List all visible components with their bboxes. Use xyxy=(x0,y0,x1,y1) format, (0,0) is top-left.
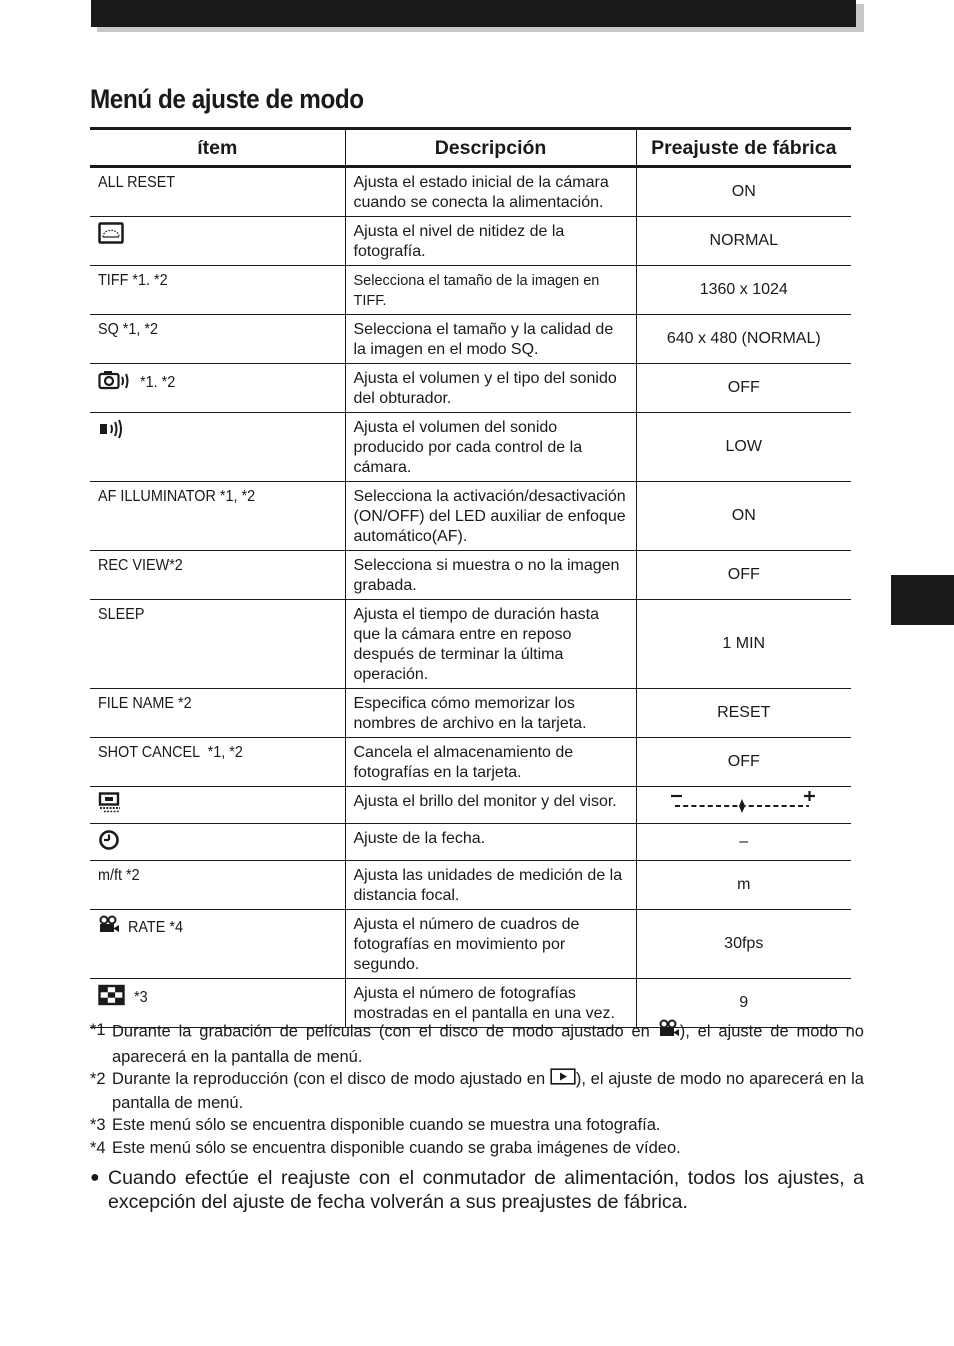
default-cell: – xyxy=(636,824,851,861)
description-cell: Ajusta el estado inicial de la cámara cuando se conecta la alimentación. xyxy=(345,167,636,217)
default-cell: OFF xyxy=(636,738,851,787)
default-cell: LOW xyxy=(636,413,851,482)
footnote-mark: *2 xyxy=(90,1070,106,1088)
table-header xyxy=(90,129,851,167)
header-bar xyxy=(91,0,856,27)
item-label: TIFF *1. *2 xyxy=(98,272,168,289)
footnote-text xyxy=(112,1114,864,1137)
description-cell: Ajusta el tiempo de duración hasta que la cámara entre en reposo después de terminar la última operación. xyxy=(345,600,636,689)
footnote-text-before: Este menú sólo se encuentra disponible cuando se muestra una fotografía. xyxy=(112,1116,661,1134)
item-cell xyxy=(90,861,345,910)
sharpness-icon xyxy=(98,222,124,250)
index-display-icon xyxy=(98,984,126,1012)
footnote-mark: *3 xyxy=(90,1116,106,1134)
description-cell: Ajusta el brillo del monitor y del visor. xyxy=(345,787,636,824)
item-cell xyxy=(90,315,345,364)
footnote-text-before: Durante la reproducción (con el disco de modo ajustado en xyxy=(112,1070,550,1089)
description-cell: Selecciona el tamaño y la calidad de la imagen en el modo SQ. xyxy=(345,315,636,364)
settings-table xyxy=(90,127,851,1028)
description-cell: Selecciona si muestra o no la imagen grabada. xyxy=(345,551,636,600)
item-cell xyxy=(90,910,345,979)
description-cell: Especifica cómo memorizar los nombres de archivo en la tarjeta. xyxy=(345,689,636,738)
item-cell xyxy=(90,738,345,787)
table-row xyxy=(90,413,851,482)
footnote-text-after: ), el ajuste de modo no aparecerá en la pantalla de menú. xyxy=(112,1022,864,1066)
footnote xyxy=(90,1137,864,1160)
table-row xyxy=(90,824,851,861)
default-cell: OFF xyxy=(636,364,851,413)
description-cell: Ajusta el número de cuadros de fotografías en movimiento por segundo. xyxy=(345,910,636,979)
playback-icon xyxy=(550,1068,576,1092)
default-cell xyxy=(636,787,851,824)
table-row xyxy=(90,364,851,413)
table-row xyxy=(90,266,851,315)
description-cell: Ajusta las unidades de medición de la distancia focal. xyxy=(345,861,636,910)
footnotes xyxy=(90,1019,864,1159)
description-cell: Selecciona el tamaño de la imagen en TIFF. xyxy=(345,266,636,315)
monitor-brightness-icon xyxy=(98,792,122,820)
clock-icon xyxy=(98,829,120,857)
item-label: *1. *2 xyxy=(140,374,176,391)
page-title: Menú de ajuste de modo xyxy=(90,84,364,114)
footnote xyxy=(90,1019,864,1068)
column-header: ítem xyxy=(90,129,345,167)
column-header: Preajuste de fábrica xyxy=(636,129,851,167)
table-row xyxy=(90,217,851,266)
item-cell xyxy=(90,600,345,689)
default-cell: 1360 x 1024 xyxy=(636,266,851,315)
footnote-text xyxy=(112,1019,864,1068)
movie-icon xyxy=(98,915,120,941)
item-label: REC VIEW*2 xyxy=(98,557,183,574)
footnote-mark: *1 xyxy=(90,1021,106,1039)
default-cell: RESET xyxy=(636,689,851,738)
item-cell xyxy=(90,413,345,482)
footnote-text-before: Este menú sólo se encuentra disponible cuando se graba imágenes de vídeo. xyxy=(112,1138,681,1157)
default-cell: 1 MIN xyxy=(636,600,851,689)
footnote-text-after: ), el ajuste de modo no aparecerá en la pantalla de menú. xyxy=(112,1070,864,1112)
table-row xyxy=(90,600,851,689)
item-label: SHOT CANCEL *1, *2 xyxy=(98,744,243,761)
item-cell xyxy=(90,482,345,551)
item-cell xyxy=(90,787,345,824)
default-cell: 640 x 480 (NORMAL) xyxy=(636,315,851,364)
item-label: RATE *4 xyxy=(128,919,183,936)
item-label: AF ILLUMINATOR *1, *2 xyxy=(98,488,256,505)
bullet-icon: ● xyxy=(90,1169,100,1186)
default-cell: ON xyxy=(636,482,851,551)
table-row xyxy=(90,910,851,979)
default-cell: 9 xyxy=(636,979,851,1028)
table-row xyxy=(90,787,851,824)
table-row xyxy=(90,551,851,600)
brightness-marker xyxy=(739,799,745,813)
description-cell: Ajuste de la fecha. xyxy=(345,824,636,861)
default-cell: m xyxy=(636,861,851,910)
note-text: Cuando efectúe el reajuste con el conmutador de alimentación, todos los ajustes, a excepción del ajuste de fecha volverán a sus preajustes de fábrica. xyxy=(108,1167,864,1213)
item-label: *3 xyxy=(134,989,148,1006)
item-label: SLEEP xyxy=(98,606,145,623)
item-cell xyxy=(90,824,345,861)
table-row xyxy=(90,482,851,551)
column-header: Descripción xyxy=(345,129,636,167)
footnote-text xyxy=(112,1137,864,1160)
reset-note xyxy=(90,1166,864,1214)
default-cell: NORMAL xyxy=(636,217,851,266)
shutter-sound-icon xyxy=(98,369,132,397)
brightness-scale xyxy=(669,791,819,813)
item-cell xyxy=(90,217,345,266)
item-cell xyxy=(90,364,345,413)
table-row xyxy=(90,315,851,364)
table-row xyxy=(90,738,851,787)
default-cell: ON xyxy=(636,167,851,217)
item-label: FILE NAME *2 xyxy=(98,695,192,712)
table-row xyxy=(90,689,851,738)
chapter-tab xyxy=(891,575,954,625)
movie-icon xyxy=(658,1019,680,1046)
item-cell xyxy=(90,551,345,600)
table-row xyxy=(90,861,851,910)
description-cell: Ajusta el nivel de nitidez de la fotografía. xyxy=(345,217,636,266)
footnote-mark: *4 xyxy=(90,1138,106,1157)
table-body xyxy=(90,167,851,1028)
description-cell: Cancela el almacenamiento de fotografías en la tarjeta. xyxy=(345,738,636,787)
beep-icon xyxy=(98,418,124,446)
item-label: ALL RESET xyxy=(98,174,176,191)
item-label: SQ *1, *2 xyxy=(98,321,159,338)
default-cell: OFF xyxy=(636,551,851,600)
description-cell: Selecciona la activación/desactivación (ON/OFF) del LED auxiliar de enfoque automático(AF). xyxy=(345,482,636,551)
item-label: m/ft *2 xyxy=(98,867,140,884)
default-cell: 30fps xyxy=(636,910,851,979)
item-cell xyxy=(90,167,345,217)
footnote xyxy=(90,1114,864,1137)
footnote xyxy=(90,1068,864,1114)
item-cell xyxy=(90,689,345,738)
description-cell: Ajusta el volumen del sonido producido por cada control de la cámara. xyxy=(345,413,636,482)
item-cell xyxy=(90,266,345,315)
table-row xyxy=(90,167,851,217)
footnote-text-before: Durante la grabación de películas (con el disco de modo ajustado en xyxy=(112,1022,658,1041)
footnote-text xyxy=(112,1068,864,1114)
description-cell: Ajusta el número de fotografías mostradas en el pantalla en una vez. xyxy=(345,979,636,1028)
description-cell: Ajusta el volumen y el tipo del sonido del obturador. xyxy=(345,364,636,413)
